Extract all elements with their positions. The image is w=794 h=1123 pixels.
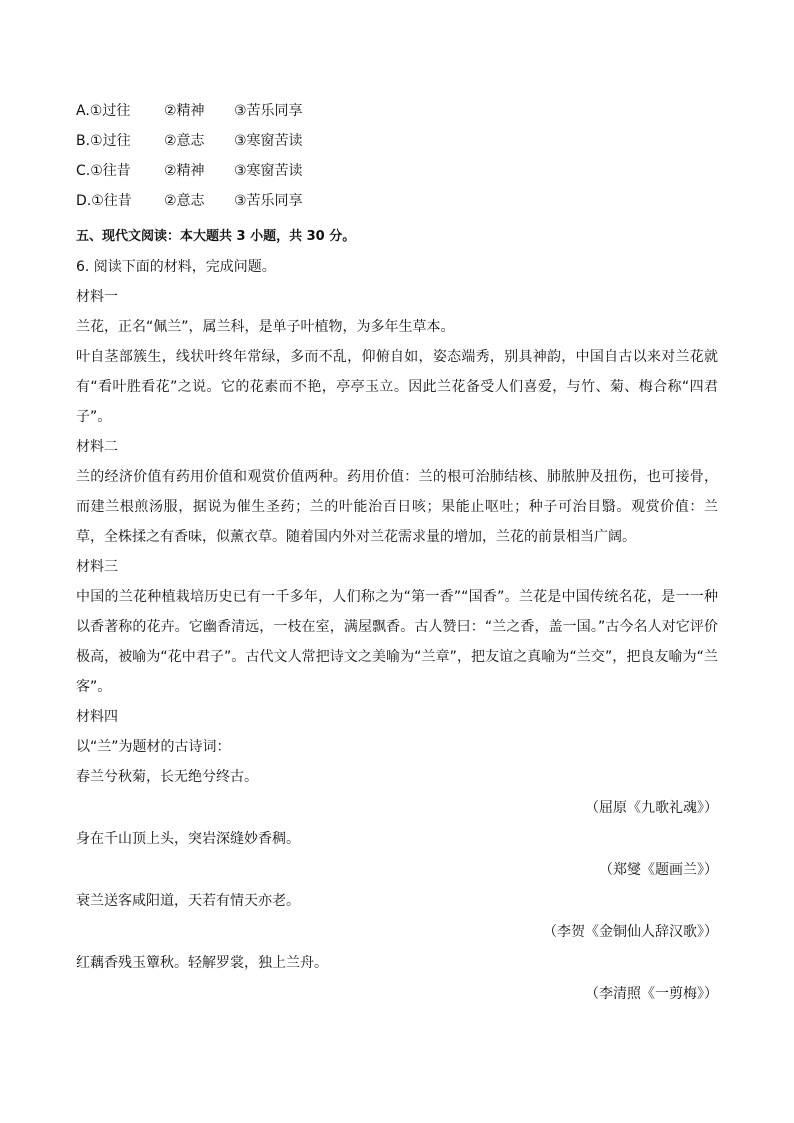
option-d-item1: D.①往昔 — [76, 193, 132, 209]
poem-source-4: （李清照《一剪梅》） — [585, 986, 718, 1002]
option-a-item2: ②精神 — [164, 103, 205, 119]
material-1-title: 材料一 — [76, 289, 118, 305]
poem-line-4: 红藕香残玉簟秋。轻解罗裳，独上兰舟。 — [76, 955, 328, 971]
option-d-item3: ③苦乐同享 — [234, 193, 303, 209]
material-1-para-2: 叶自茎部簇生，线状叶终年常绿，多而不乱，仰俯自如，姿态端秀，别具神韵，中国自古以来对兰花就有“看叶胜看花”之说。它的花素而不艳，亭亭玉立。因此兰花备受人们喜爱，与竹、菊、梅合称“四君子”。 — [76, 349, 718, 425]
option-a-item1: A.①过往 — [76, 103, 131, 119]
poem-source-1: （屈原《九歌礼魂》） — [585, 800, 718, 816]
poem-line-1: 春兰兮秋菊，长无绝兮终古。 — [76, 769, 258, 785]
section-5-heading: 五、现代文阅读：本大题共 3 小题，共 30 分。 — [76, 229, 356, 244]
material-2-title: 材料二 — [76, 439, 118, 455]
option-c-item3: ③寒窗苦读 — [234, 163, 303, 179]
material-2-para-1: 兰的经济价值有药用价值和观赏价值两种。药用价值：兰的根可治肺结核、肺脓肿及扭伤，也可接骨，而建兰根煎汤服，据说为催生圣药；兰的叶能治百日咳；果能止呕吐；种子可治目翳。观赏价值：兰草，全株揉之有香味，似薰衣草。随着国内外对兰花需求量的增加，兰花的前景相当广阔。 — [76, 469, 718, 545]
option-d-item2: ②意志 — [164, 193, 205, 209]
document-page — [76, 96, 718, 1010]
option-b-item2: ②意志 — [164, 133, 205, 149]
option-a-item3: ③苦乐同享 — [234, 103, 303, 119]
poem-source-3: （李贺《金铜仙人辞汉歌》） — [543, 924, 718, 940]
option-b — [76, 126, 718, 156]
poem-source-2: （郑燮《题画兰》） — [599, 862, 718, 878]
material-3-para-1: 中国的兰花种植栽培历史已有一千多年，人们称之为“第一香”“国香”。兰花是中国传统名花，是一一种以香著称的花卉。它幽香清远，一枝在室，满屋飘香。古人赞曰：“兰之香，盖一国。”古今名人对它评价极高，被喻为“花中君子”。古代文人常把诗文之美喻为“兰章”，把友谊之真喻为“兰交”，把良友喻为“兰客”。 — [76, 589, 718, 695]
option-c-item1: C.①往昔 — [76, 163, 131, 179]
poem-line-3: 衰兰送客咸阳道，天若有情天亦老。 — [76, 893, 300, 909]
question-6-prompt: 6. 阅读下面的材料，完成问题。 — [76, 259, 276, 275]
option-b-item3: ③寒窗苦读 — [234, 133, 303, 149]
option-c — [76, 156, 718, 186]
material-4-intro: 以“兰”为题材的古诗词： — [76, 739, 231, 755]
option-d — [76, 186, 718, 216]
material-4-title: 材料四 — [76, 709, 118, 725]
option-a — [76, 96, 718, 126]
material-1-para-1: 兰花，正名“佩兰”，属兰科，是单子叶植物，为多年生草本。 — [76, 319, 455, 335]
option-c-item2: ②精神 — [164, 163, 205, 179]
material-3-title: 材料三 — [76, 559, 118, 575]
answer-options — [76, 96, 718, 216]
option-b-item1: B.①过往 — [76, 133, 131, 149]
poem-line-2: 身在千山顶上头，突岩深缝妙香稠。 — [76, 831, 300, 847]
